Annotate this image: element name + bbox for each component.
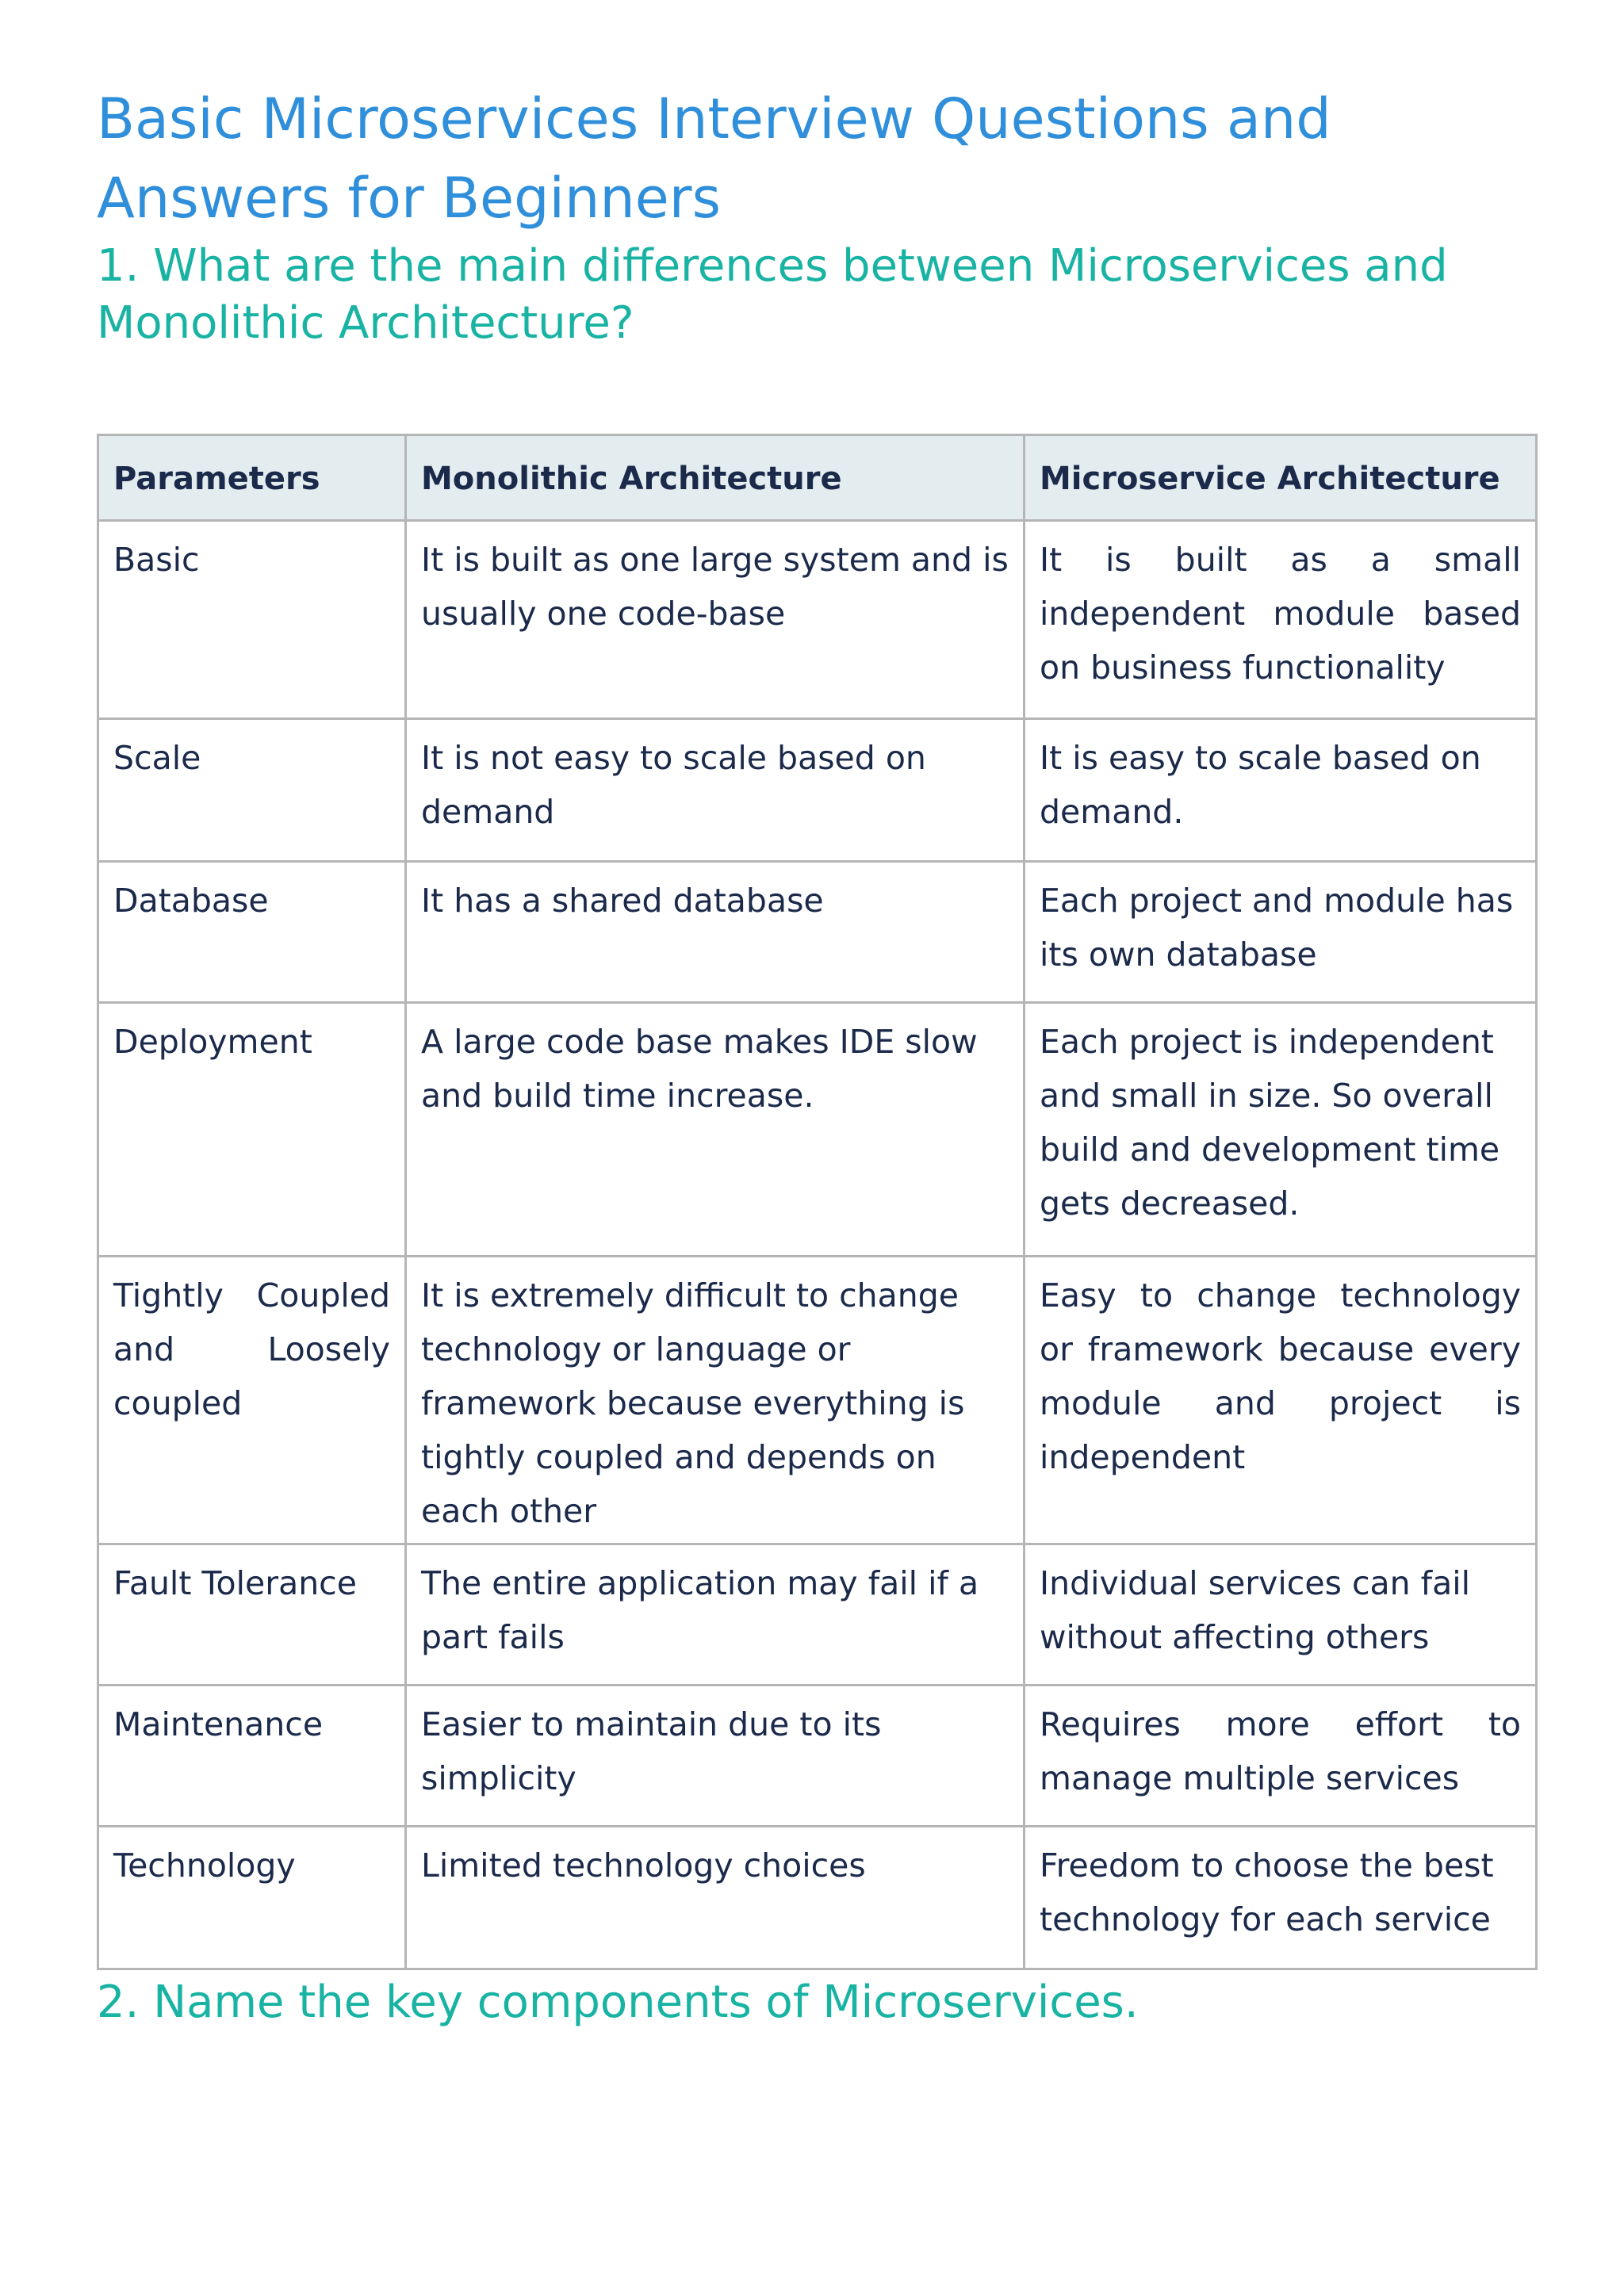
cell-microservice: Individual services can fail without affecting others: [1025, 1544, 1537, 1686]
cell-monolithic: It has a shared database: [406, 862, 1025, 1003]
cell-parameter: Scale: [98, 719, 406, 862]
table-row: [98, 719, 1537, 862]
table-row: [98, 1003, 1537, 1257]
cell-monolithic: The entire application may fail if a part fails: [406, 1544, 1025, 1686]
table-row: [98, 1257, 1537, 1544]
cell-monolithic: A large code base makes IDE slow and build time increase.: [406, 1003, 1025, 1257]
question-2-heading: 2. Name the key components of Microservices.: [97, 1976, 1139, 2028]
table-row: [98, 521, 1537, 719]
cell-monolithic: It is built as one large system and is usually one code-base: [406, 521, 1025, 719]
question-1-heading: 1. What are the main differences between Microservices and Monolithic Architecture?: [97, 240, 1448, 349]
cell-parameter: Tightly Coupled and Loosely coupled: [98, 1257, 406, 1544]
cell-parameter: Basic: [98, 521, 406, 719]
cell-parameter: Maintenance: [98, 1686, 406, 1827]
cell-microservice: It is easy to scale based on demand.: [1025, 719, 1537, 862]
table-row: [98, 1827, 1537, 1969]
cell-microservice: Easy to change technology or framework because every module and project is independent: [1025, 1257, 1537, 1544]
cell-monolithic: It is not easy to scale based on demand: [406, 719, 1025, 862]
cell-monolithic: Easier to maintain due to its simplicity: [406, 1686, 1025, 1827]
cell-monolithic: Limited technology choices: [406, 1827, 1025, 1969]
header-parameters: Parameters: [98, 435, 406, 521]
cell-parameter: Deployment: [98, 1003, 406, 1257]
cell-monolithic: It is extremely difficult to change technology or language or framework because everything is tightly coupled and depends on each other: [406, 1257, 1025, 1544]
page-title: Basic Microservices Interview Questions and Answers for Beginners: [97, 86, 1331, 231]
cell-parameter: Database: [98, 862, 406, 1003]
cell-parameter: Technology: [98, 1827, 406, 1969]
header-microservice: Microservice Architecture: [1025, 435, 1537, 521]
table-header-row: [98, 435, 1537, 521]
cell-microservice: It is built as a small independent module based on business functionality: [1025, 521, 1537, 719]
comparison-table: [97, 434, 1538, 1970]
cell-microservice: Each project and module has its own database: [1025, 862, 1537, 1003]
table-row: [98, 1686, 1537, 1827]
cell-microservice: Each project is independent and small in size. So overall build and development time gets decreased.: [1025, 1003, 1537, 1257]
header-monolithic: Monolithic Architecture: [406, 435, 1025, 521]
cell-parameter: Fault Tolerance: [98, 1544, 406, 1686]
cell-microservice: Requires more effort to manage multiple services: [1025, 1686, 1537, 1827]
table-row: [98, 1544, 1537, 1686]
cell-microservice: Freedom to choose the best technology for each service: [1025, 1827, 1537, 1969]
table-row: [98, 862, 1537, 1003]
